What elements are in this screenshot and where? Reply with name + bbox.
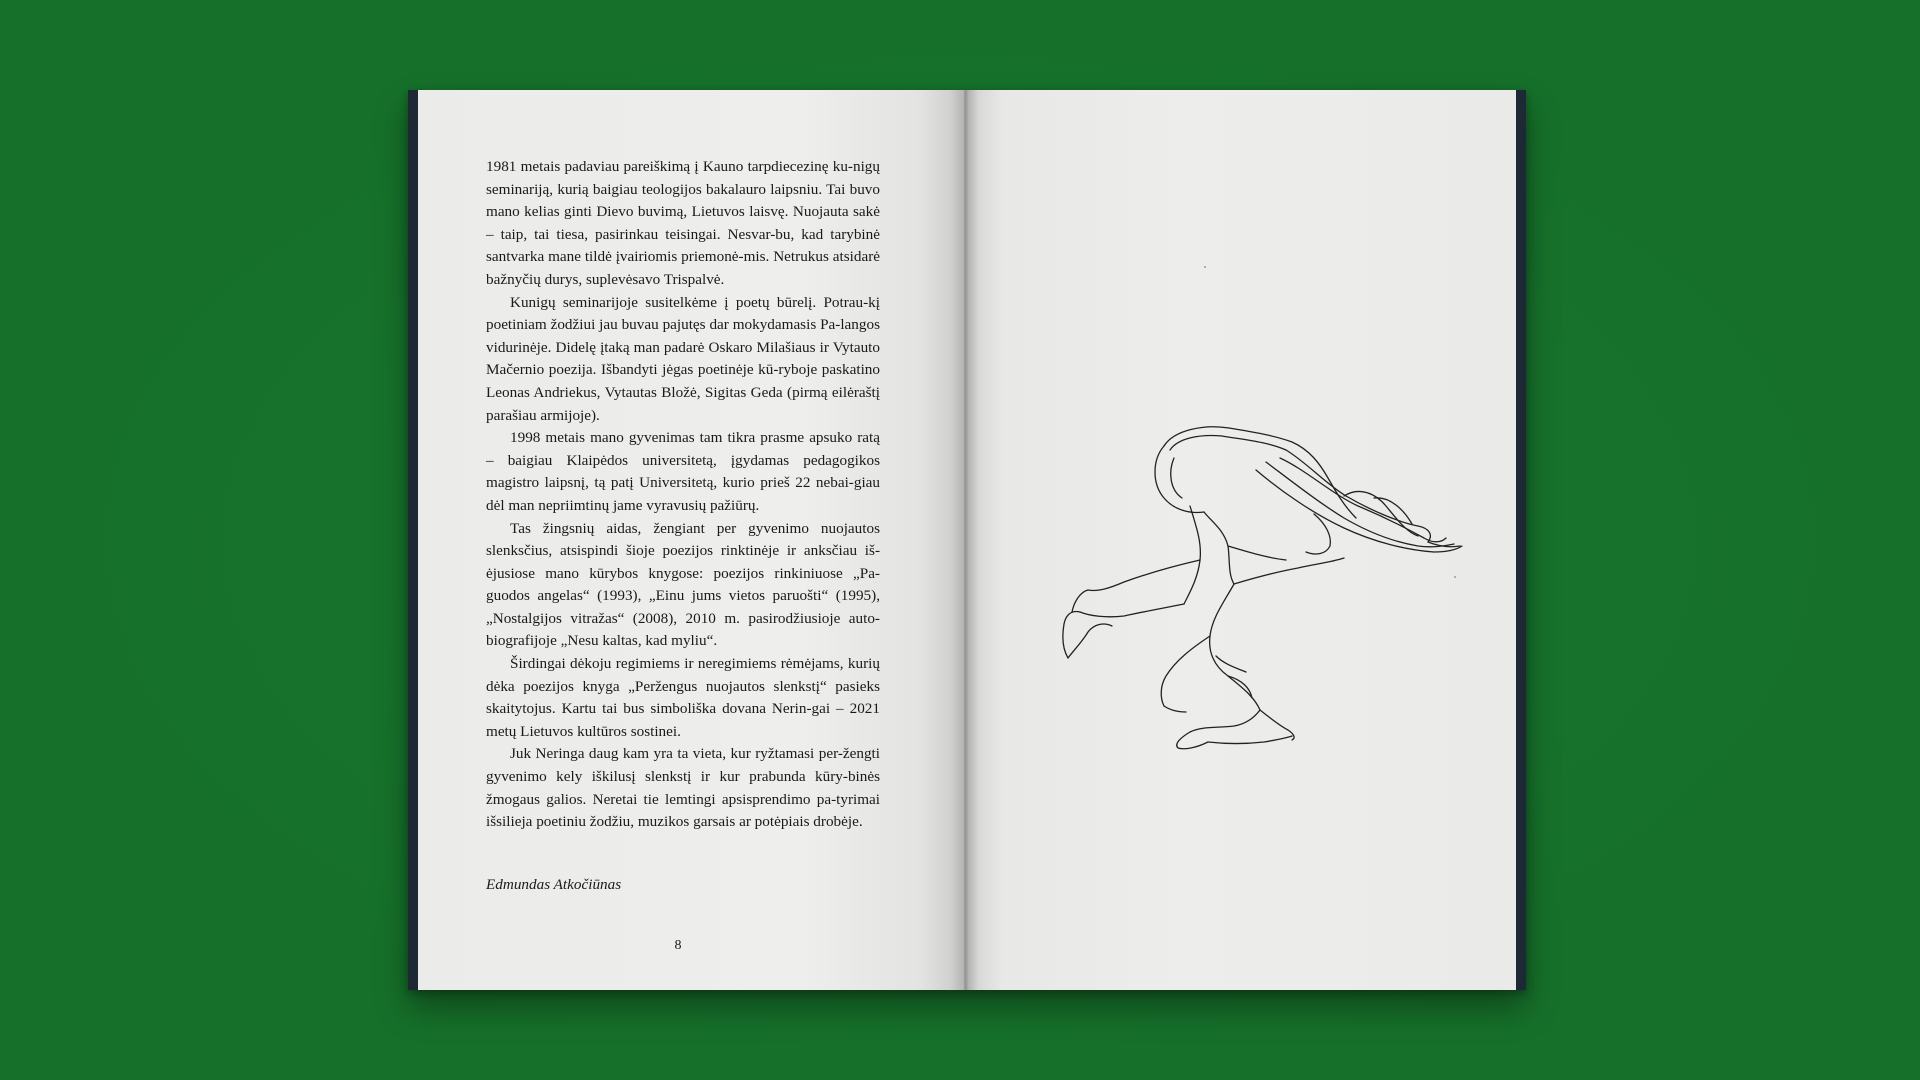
body-text [486, 156, 880, 834]
open-book [408, 90, 1526, 990]
book-gutter [950, 90, 980, 990]
paragraph: Širdingai dėkoju regimiems ir neregimiems rėmėjams, kurių dėka poezijos knyga „Peržengus nuojautos slenkstį“ pasieks skaitytojus. Kartu tai bus simboliška dovana Nerin-gai – 2021 metų Lietuvos kultūros sostinei. [486, 655, 880, 740]
author-signature: Edmundas Atkočiūnas [486, 876, 622, 893]
left-page [418, 90, 964, 990]
right-page [964, 90, 1516, 990]
paragraph: Tas žingsnių aidas, žengiant per gyvenimo nuojautos slenksčius, atsispindi šioje poezijos rinktinėje ir anksčiau iš-ėjusiose mano kūrybos knygose: poezijos rinkiniuose „Pa-guodos angelas“ (1993), „Einu jums vietos paruošti“ (1995), „Nostalgijos vitražas“ (2008), 2010 m. pasirodžiusioje auto-biografijoje „Nesu kaltas, kad myliu“. [486, 519, 880, 650]
line-drawing-crouching-figure-icon [1014, 346, 1494, 791]
paragraph: Juk Neringa daug kam yra ta vieta, kur ryžtamasi per-žengti gyvenimo kely iškilusį slenkstį ir kur prabunda kūry-binės žmogaus galios. Neretai tie lemtingi apsisprendimo pa-tyrimai išsilieja poetiniu žodžiu, muzikos garsais ar potėpiais drobėje. [486, 745, 880, 831]
paragraph: Kunigų seminarijoje susitelkėme į poetų būrelį. Potrau-kį poetiniam žodžiui jau buvau pajutęs dar mokydamasis Pa-langos vidurinėje. Didelę įtaką man padarė Oskaro Milašiaus ir Vytauto Mačernio poezija. Išbandyti jėgas poetinėje kū-ryboje paskatino Leonas Andriekus, Vytautas Bložė, Sigitas Geda (pirmą eilėraštį parašiau armijoje). [486, 293, 880, 424]
paragraph: 1998 metais mano gyvenimas tam tikra prasme apsuko ratą – baigiau Klaipėdos universitetą, įgydamas pedagogikos magistro laipsnį, tą patį Universitetą, kurio prieš 22 nebai-giau dėl man nepriimtinų jame vyravusių pažiūrų. [486, 429, 880, 514]
page-number: 8 [674, 938, 682, 953]
paragraph: 1981 metais padaviau pareiškimą į Kauno tarpdiecezinę ku-nigų seminariją, kurią baigiau teologijos bakalauro laipsniu. Tai buvo mano kelias ginti Dievo buvimą, Lietuvos laisvę. Nuojauta sakė – taip, tai tiesa, pasirinkau teisingai. Nesvar-bu, kad tarybinė santvarka mane tildė įvairiomis priemonė-mis. Netrukus atsidarė bažnyčių durys, suplevėsavo Trispalvė. [486, 158, 880, 288]
paper-speck [1204, 266, 1206, 268]
